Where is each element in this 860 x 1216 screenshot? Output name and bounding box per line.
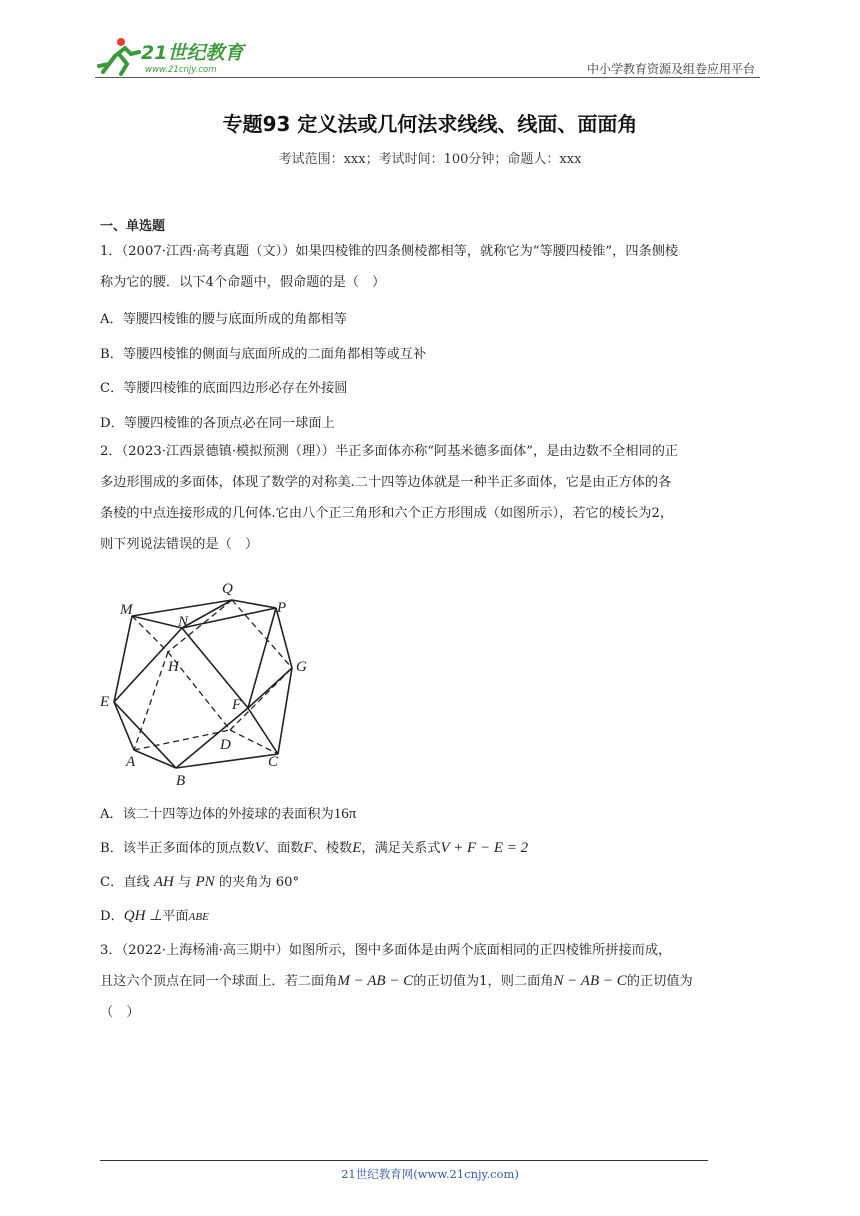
label-D: D bbox=[220, 737, 231, 753]
footer-link[interactable]: 21世纪教育网(www.21cnjy.com) bbox=[341, 1167, 519, 1181]
label-G: G bbox=[296, 659, 307, 675]
question-2-option-a: A．该二十四等边体的外接球的表面积为16π bbox=[100, 806, 357, 822]
label-P: P bbox=[277, 600, 287, 616]
question-1 bbox=[100, 236, 765, 298]
question-2-option-d: D．QH ⊥平面ABE bbox=[100, 908, 209, 924]
question-2-line-4: 则下列说法错误的是（ ） bbox=[100, 537, 259, 552]
section-heading: 一、单选题 bbox=[100, 219, 166, 234]
question-2-option-b: B．该半正多面体的顶点数V、面数F、棱数E，满足关系式V + F − E = 2 bbox=[100, 840, 529, 856]
question-3-line-3: （ ） bbox=[100, 1005, 140, 1020]
footer-divider bbox=[100, 1160, 708, 1161]
question-3-line-2: 且这六个顶点在同一个球面上．若二面角M − AB − C的正切值为1，则二面角N − AB − C的正切值为 bbox=[100, 973, 693, 989]
exam-info: 考试范围：xxx；考试时间：100分钟；命题人：xxx bbox=[278, 152, 582, 167]
label-A: A bbox=[126, 754, 136, 770]
question-1-option-c: C．等腰四棱锥的底面四边形必存在外接圆 bbox=[100, 381, 348, 396]
math-euler-formula: V + F − E = 2 bbox=[440, 840, 529, 856]
label-Q: Q bbox=[222, 581, 233, 597]
question-2-line-1: 2．（2023·江西景德镇·模拟预测（理））半正多面体亦称“阿基米德多面体”，是由边数不全相同的正 bbox=[100, 444, 679, 459]
question-2-line-2: 多边形围成的多面体，体现了数学的对称美.二十四等边体就是一种半正多面体，它是由正方体的各 bbox=[100, 475, 672, 490]
header-divider bbox=[95, 77, 760, 78]
question-2 bbox=[100, 436, 765, 560]
question-2-option-c: C．直线 AH 与 PN 的夹角为 60° bbox=[100, 874, 300, 890]
logo-url: www.21cnjy.com bbox=[145, 65, 217, 75]
math-16pi: 16π bbox=[333, 806, 357, 822]
page-header bbox=[95, 30, 760, 80]
label-F: F bbox=[232, 697, 242, 713]
label-M: M bbox=[120, 602, 133, 618]
question-2-line-3: 条棱的中点连接形成的几何体.它由八个正三角形和六个正方形围成（如图所示），若它的棱长为2， bbox=[100, 506, 674, 521]
page-title: 专题93 定义法或几何法求线线、线面、面面角 bbox=[222, 112, 638, 136]
polyhedron-figure bbox=[96, 578, 320, 790]
question-3 bbox=[100, 935, 765, 1028]
question-1-line-1: 1．（2007·江西·高考真题（文））如果四棱锥的四条侧棱都相等，就称它为“等腰四棱锥”，四条侧棱 bbox=[100, 244, 679, 259]
question-1-option-d: D．等腰四棱锥的各顶点必在同一球面上 bbox=[100, 416, 335, 431]
label-N: N bbox=[178, 614, 189, 630]
label-C: C bbox=[268, 754, 279, 770]
label-B: B bbox=[176, 773, 186, 789]
logo-text: 21世纪教育 bbox=[141, 42, 244, 64]
question-1-line-2: 称为它的腰．以下4个命题中，假命题的是（ ） bbox=[100, 275, 386, 290]
question-1-option-b: B．等腰四棱锥的侧面与底面所成的二面角都相等或互补 bbox=[100, 347, 427, 362]
question-3-line-1: 3．（2022·上海杨浦·高三期中）如图所示，图中多面体是由两个底面相同的正四棱锥所拼接而成， bbox=[100, 943, 672, 958]
logo bbox=[95, 34, 255, 76]
header-platform-text: 中小学教育资源及组卷应用平台 bbox=[586, 62, 755, 76]
label-H: H bbox=[168, 659, 179, 675]
question-1-option-a: A．等腰四棱锥的腰与底面所成的角都相等 bbox=[100, 312, 347, 327]
label-E: E bbox=[100, 694, 110, 710]
